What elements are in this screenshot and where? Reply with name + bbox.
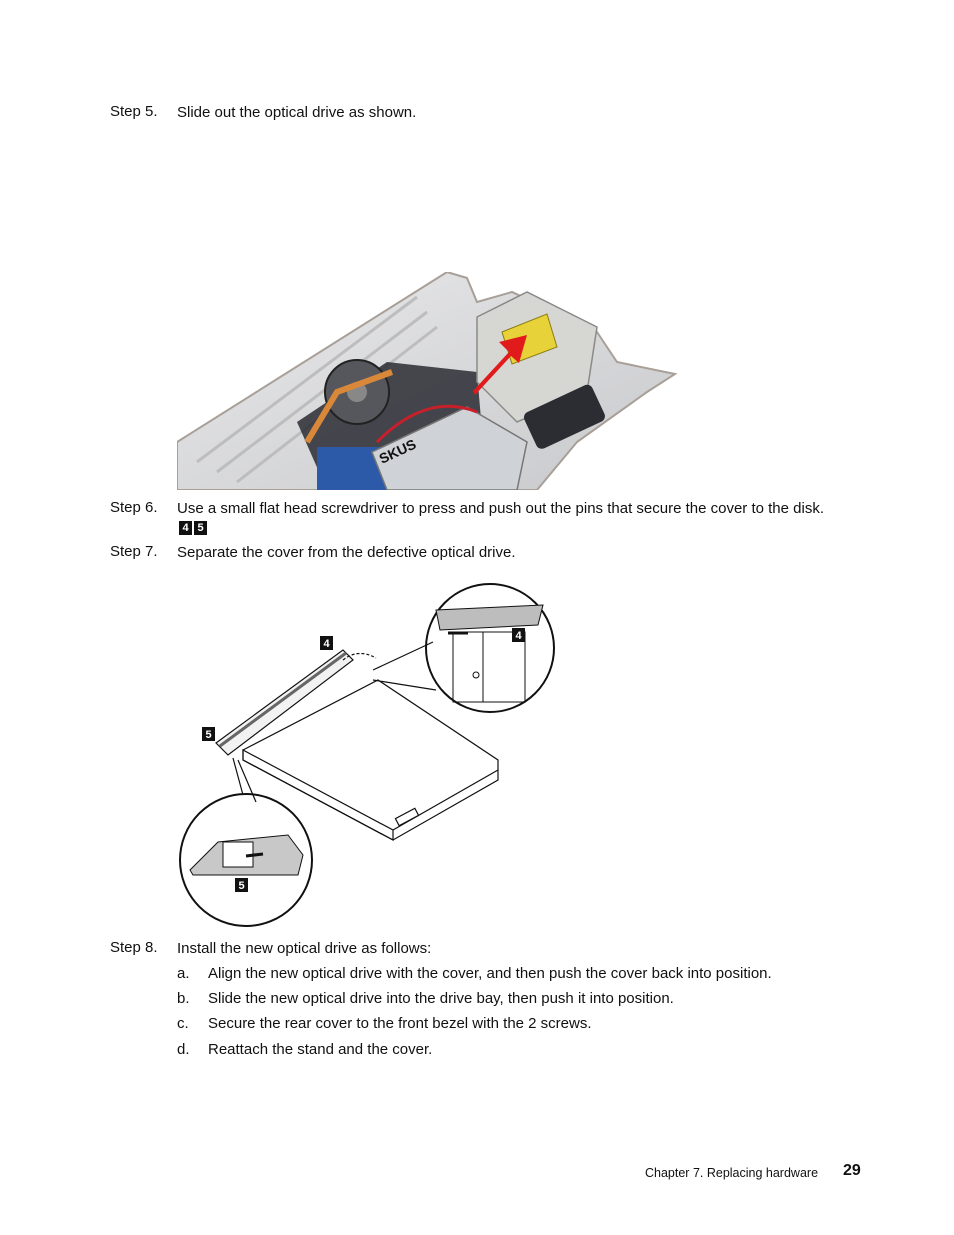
substep-d-letter: d. [177,1041,190,1058]
callout-4-drive: 4 [323,638,330,650]
step-5-text: Slide out the optical drive as shown. [177,104,417,121]
substep-c-letter: c. [177,1015,189,1032]
substep-a-letter: a. [177,965,190,982]
footer-chapter-title: Chapter 7. Replacing hardware [645,1166,819,1180]
step-8-label: Step 8. [110,939,158,956]
page-number: 29 [843,1162,861,1179]
substep-c-text: Secure the rear cover to the front bezel with the 2 screws. [208,1015,592,1032]
callout-badge-4: 4 [179,521,192,535]
substep-b-letter: b. [177,990,190,1007]
substep-b-text: Slide the new optical drive into the drive bay, then push it into position. [208,990,674,1007]
substep-a-text: Align the new optical drive with the cover, and then push the cover back into position. [208,965,772,982]
callout-badge-5: 5 [194,521,207,535]
step-8-text: Install the new optical drive as follows: [177,940,432,957]
step-7-label: Step 7. [110,543,158,560]
callout-5-zoom: 5 [238,880,245,892]
substep-d-text: Reattach the stand and the cover. [208,1041,433,1058]
cover-separation-diagram [178,580,558,928]
step-6-label: Step 6. [110,499,158,516]
optical-drive-removal-photo [177,272,677,490]
step-6-body: Use a small flat head screwdriver to press and push out the pins that secure the cover to the disk. [177,500,824,517]
step-6-text [177,499,837,537]
callout-5-drive: 5 [205,729,212,741]
step-5-label: Step 5. [110,103,158,120]
step-7-text: Separate the cover from the defective optical drive. [177,544,516,561]
hdd-label: SKUS [376,435,419,467]
callout-4-zoom: 4 [515,630,522,642]
